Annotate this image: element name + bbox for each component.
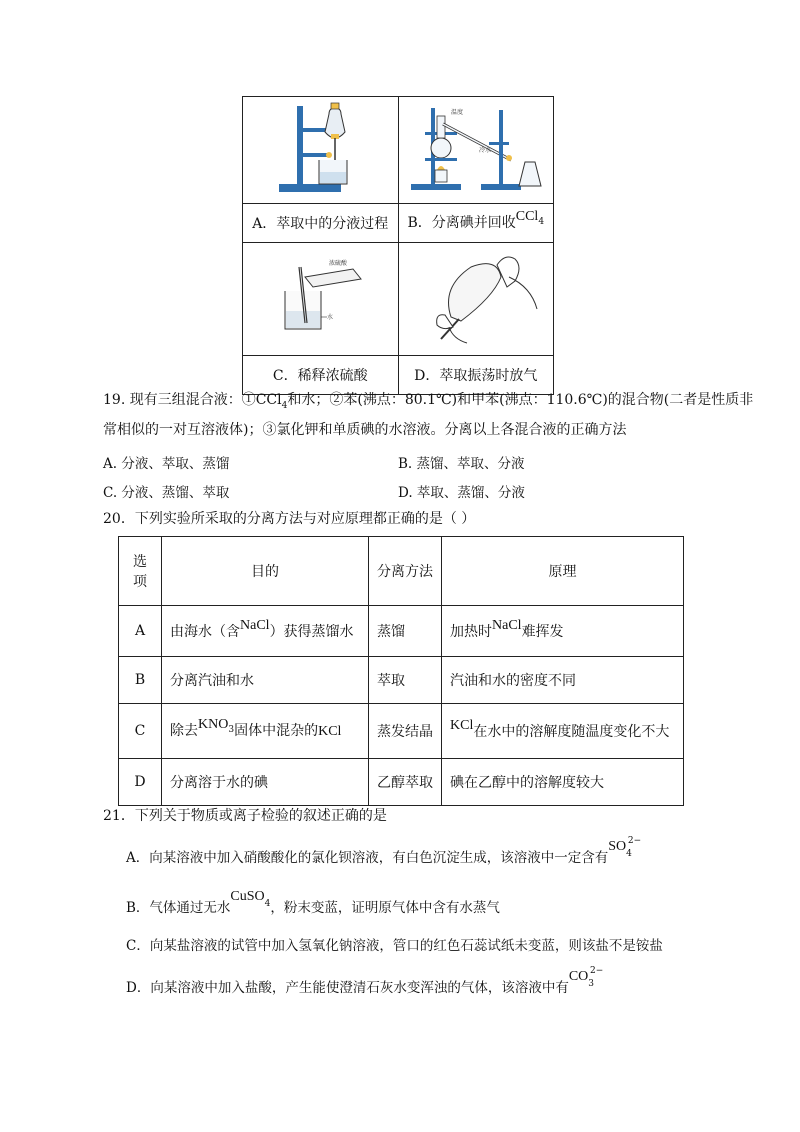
table-row: A 由海水（含NaCl）获得蒸馏水 蒸馏 加热时NaCl难挥发: [119, 606, 684, 657]
q19-option-a: A. 分液、萃取、蒸馏: [103, 456, 230, 472]
header-principle: 原理: [442, 537, 684, 606]
dilution-illustration: [245, 247, 395, 347]
q21-option-d: D．向某溶液中加入盐酸，产生能使澄清石灰水变浑浊的气体，该溶液中有$CO_3^{2-}$: [126, 965, 604, 996]
q19-option-d: D. 萃取、蒸馏、分液: [398, 485, 525, 501]
figure-d-shaking-funnel: [398, 243, 554, 356]
q19-line1: 19. 现有三组混合液：①CCl$_4$和水；②苯(沸点：80.1℃)和甲苯(沸点：110.6℃)的混合物(二者是性质非: [103, 392, 754, 411]
q21-stem: 21．下列关于物质或离子检验的叙述正确的是: [103, 808, 387, 824]
header-option: 选 项: [119, 537, 162, 606]
q19-option-c: C. 分液、蒸馏、萃取: [103, 485, 230, 501]
conc-acid-label: 浓硫酸: [329, 260, 348, 267]
q19-option-b: B. 蒸馏、萃取、分液: [398, 456, 525, 472]
thermometer-label: 温度: [450, 109, 463, 116]
apparatus-figure-grid: [242, 96, 554, 395]
figure-d-caption: D．萃取振荡时放气: [398, 356, 554, 395]
figure-c-caption: C．稀释浓硫酸: [243, 356, 399, 395]
q21-option-b: B．气体通过无水CuSO$_4$，粉末变蓝，证明原气体中含有水蒸气: [126, 889, 500, 916]
water-label: 水: [327, 314, 334, 321]
figure-a-caption: A．萃取中的分液过程: [243, 204, 399, 243]
table-row: C 除去$KNO_3$固体中混杂的KCl 蒸发结晶 KCl在水中的溶解度随温度变化不大: [119, 704, 684, 759]
header-method: 分离方法: [369, 537, 442, 606]
cold-water-label: 冷水: [478, 147, 491, 154]
header-purpose: 目的: [162, 537, 369, 606]
q21-option-a: A．向某溶液中加入硝酸酸化的氯化钡溶液，有白色沉淀生成，该溶液中一定含有$SO_4^{2-}$: [126, 835, 642, 866]
q20-table: [118, 536, 684, 806]
figure-c-dilute-sulfuric-acid: [243, 243, 399, 356]
figure-b-caption: B．分离碘并回收CCl$_4$: [398, 204, 554, 243]
q19-line2: 常相似的一对互溶液体)；③氯化钾和单质碘的水溶液。分离以上各混合液的正确方法: [103, 422, 627, 438]
shaking-funnel-illustration: [401, 247, 551, 347]
q20-stem: 20．下列实验所采取的分离方法与对应原理都正确的是（ ）: [103, 511, 476, 527]
figure-b-distillation: [398, 97, 554, 204]
distillation-illustration: [401, 98, 551, 198]
q21-option-c: C．向某盐溶液的试管中加入氢氧化钠溶液，管口的红色石蕊试纸未变蓝，则该盐不是铵盐: [126, 938, 663, 954]
figure-a-separatory-funnel: [243, 97, 399, 204]
table-row: D 分离溶于水的碘 乙醇萃取 碘在乙醇中的溶解度较大: [119, 759, 684, 806]
table-row: B 分离汽油和水 萃取 汽油和水的密度不同: [119, 657, 684, 704]
separatory-funnel-illustration: [245, 98, 395, 198]
